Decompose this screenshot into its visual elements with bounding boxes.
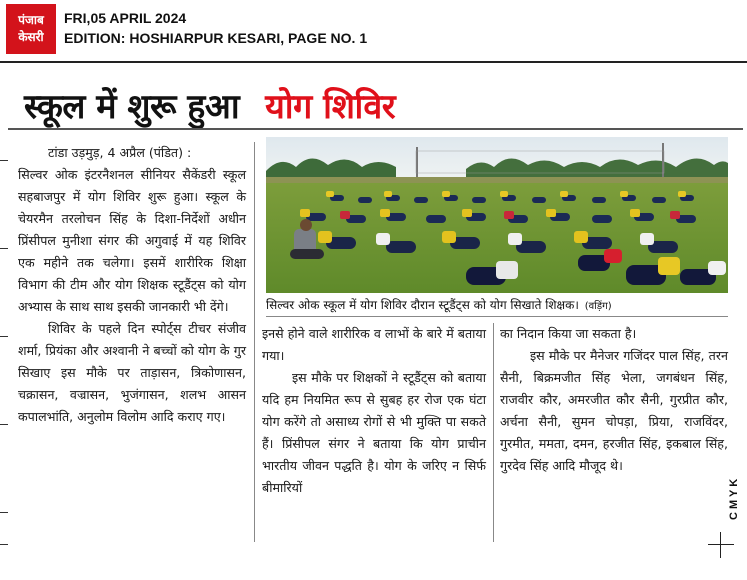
caption-text: सिल्वर ओक स्कूल में योग शिविर दौरान स्टूडैंट्स को योग सिखाते शिक्षक। [266,298,579,312]
margin-tick [0,160,8,161]
logo-line-1: पंजाब [18,13,44,27]
edition-meta [64,8,367,48]
photo-credit: (वड़िंग) [584,301,612,312]
article-paragraph: इनसे होने वाले शारीरिक व लाभों के बारे में बताया गया। [262,326,486,363]
article-paragraph: का निदान किया जा सकता है। [500,326,637,341]
column-rule [493,323,494,542]
margin-tick [0,248,8,249]
edition-info: EDITION: HOSHIARPUR KESARI, PAGE NO. 1 [64,30,368,46]
masthead-divider [0,61,747,63]
column-rule [254,142,255,542]
registration-mark [708,532,734,558]
headline-part-2: योग शिविर [265,87,396,127]
article-column-1 [18,142,246,428]
publication-date: FRI,05 APRIL 2024 [64,10,187,26]
headline [24,82,395,128]
photo-illustration [266,137,728,293]
article-column-3 [500,323,728,477]
headline-part-1: स्कूल में शुरू हुआ [24,87,240,127]
article-paragraph: इस मौके पर शिक्षकों ने स्टूडैंट्स को बताया यदि हम नियमित रूप से सुबह हर रोज एक घंटा योग करेंगे तो असाध्य रोगों से भी मुक्ति पा सकते हैं। प्रिंसीपल संगर ने बताया कि योग प्राचीन भारतीय जीवन पद्धति है। योग के जरिए न सिर्फ बीमारियों [262,370,486,495]
article-paragraph: सिल्वर ओक इंटरनैशनल सीनियर सैकेंडरी स्कूल सहबाजपुर में योग शिविर शुरू हुआ। स्कूल के चेयरमैन तरलोचन सिंह के दिशा-निर्देशों अधीन प्रिंसीपल मुनीशा संगर की अगुवाई में यह शिविर एक महीने तक चलेगा। इसमें शारीरिक शिक्षा विभाग की टीम और योग शिक्षक स्टूडैंट्स को योग अभ्यास के साथ साथ इसकी जानकारी भी देंगे। [18,167,246,314]
margin-tick [0,424,8,425]
punjab-kesari-logo [6,4,56,54]
article-column-2 [262,323,486,499]
article-paragraph: शिविर के पहले दिन स्पोर्ट्स टीचर संजीव शर्मा, प्रियंका और अश्वानी ने बच्चों को योग के गुर सिखाए इस मौके पर ताड़ासन, त्रिकोणासन, चक्रासन, वज्रासन, भुजंगासन, शलभ आसन कपालभांति, अनुलोम विलोम आदि कराए गए। [18,321,246,424]
masthead [0,0,747,62]
margin-tick [0,512,8,513]
margin-tick [0,336,8,337]
photo-caption [266,296,728,316]
margin-tick [0,544,8,545]
yoga-camp-photo [266,137,728,293]
caption-divider [266,316,728,317]
cmyk-label: C M Y K [728,478,740,520]
logo-line-2: केसरी [18,30,44,44]
cmyk-print-mark [726,462,742,522]
headline-divider [8,128,743,130]
article-paragraph: इस मौके पर मैनेजर गजिंदर पाल सिंह, तरन सैनी, बिक्रमजीत सिंह भेला, जगबंधन सिंह, राजवीर कौर, अमरजीत कौर सैनी, गुरप्रीत कौर, अर्चना सैनी, सुमन चोपड़ा, प्रिया, राजविंदर, गुरमीत, ममता, दमन, हरजीत सिंह, इकबाल सिंह, गुरदेव सिंह आदि मौजूद थे। [500,348,728,473]
dateline: टांडा उड़मुड़, 4 अप्रैल (पंडित) : [48,145,192,160]
